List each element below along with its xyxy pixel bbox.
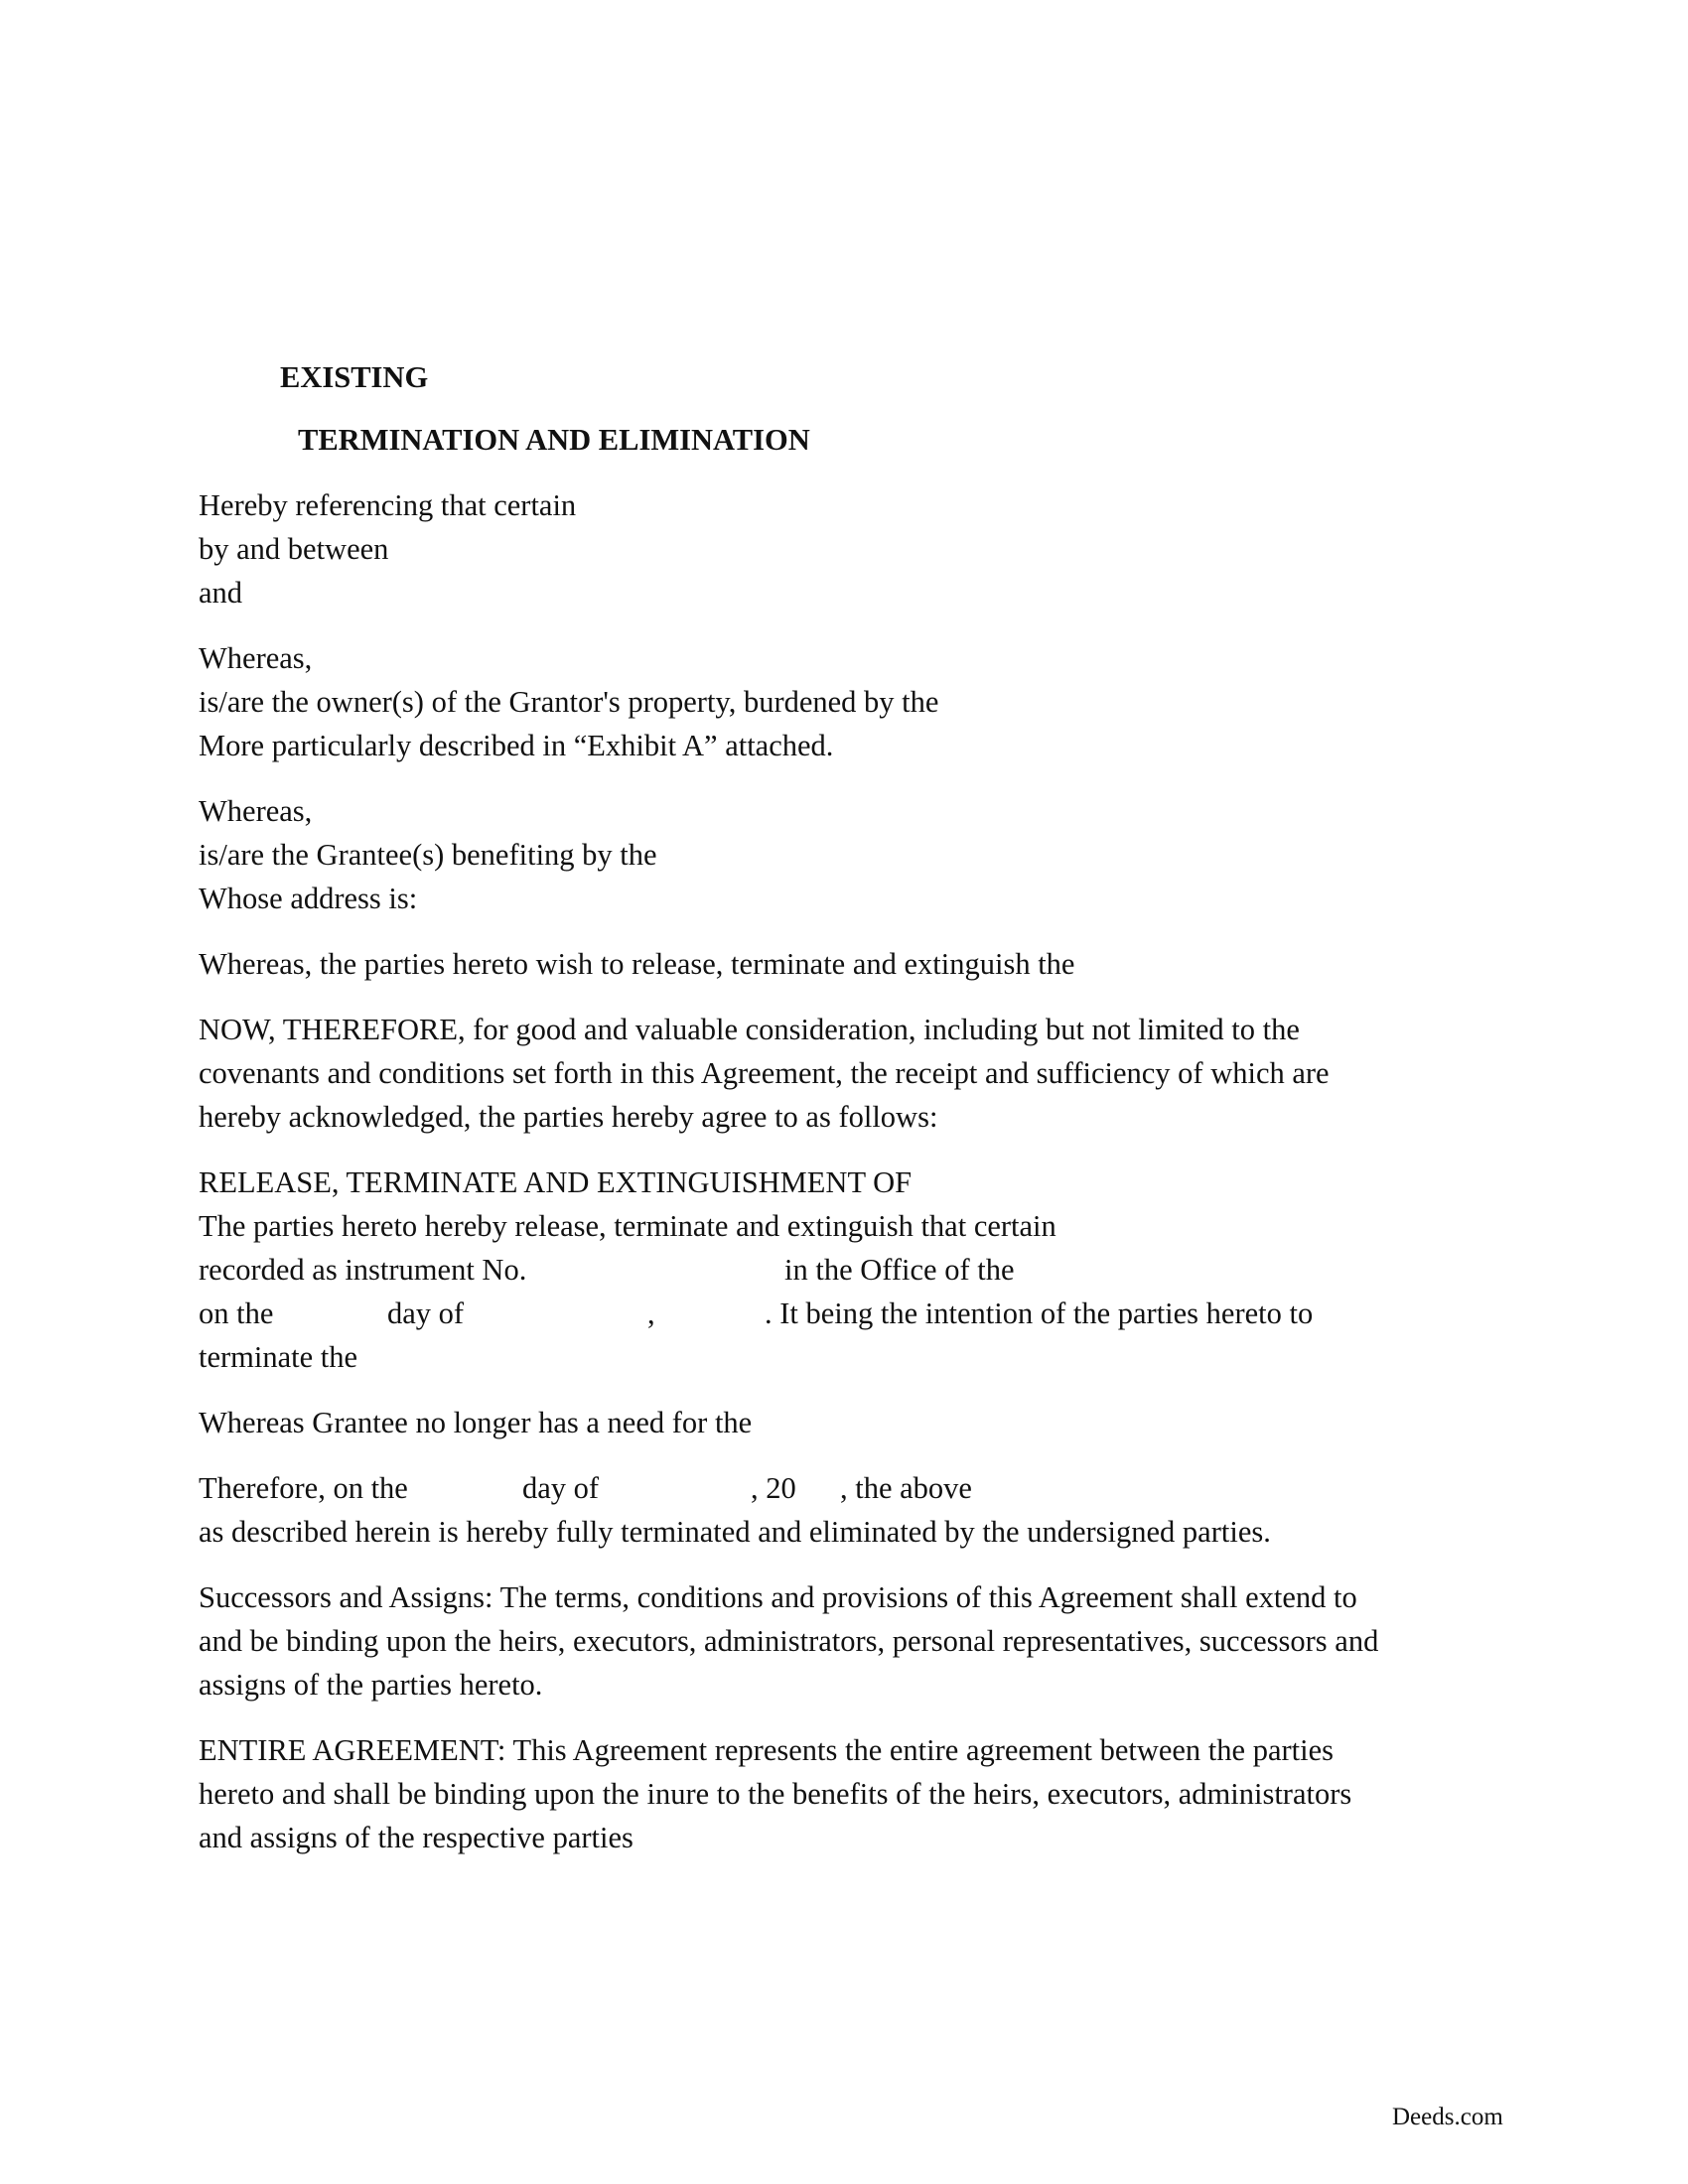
successors-line-1: Successors and Assigns: The terms, conditions and provisions of this Agreement shall extend to <box>199 1580 1357 1614</box>
release-line-2b: in the Office of the <box>784 1253 1015 1287</box>
reference-line-1: Hereby referencing that certain <box>199 488 577 522</box>
therefore-line-1d: , the above <box>840 1471 972 1505</box>
therefore-line-1c: , 20 <box>751 1471 796 1505</box>
entire-line-2: hereto and shall be binding upon the inure to the benefits of the heirs, executors, administrators <box>199 1777 1352 1811</box>
release-heading: RELEASE, TERMINATE AND EXTINGUISHMENT OF <box>199 1165 913 1199</box>
release-line-3b: day of <box>387 1297 465 1330</box>
reference-line-2: by and between <box>199 532 389 566</box>
successors-line-2: and be binding upon the heirs, executors, administrators, personal representatives, successors and <box>199 1624 1379 1658</box>
now-therefore-line-3: hereby acknowledged, the parties hereby agree to as follows: <box>199 1100 938 1134</box>
release-line-4: terminate the <box>199 1340 358 1374</box>
heading-existing: EXISTING <box>280 360 429 394</box>
whereas-owner-line-1: Whereas, <box>199 641 313 675</box>
release-line-3c: , <box>647 1297 655 1330</box>
therefore-line-1b: day of <box>522 1471 600 1505</box>
reference-line-3: and <box>199 576 243 610</box>
whereas-owner-line-2: is/are the owner(s) of the Grantor's property, burdened by the <box>199 685 939 719</box>
footer-brand: Deeds.com <box>1392 2104 1503 2130</box>
entire-line-3: and assigns of the respective parties <box>199 1821 633 1854</box>
therefore-line-2: as described herein is hereby fully terminated and eliminated by the undersigned parties. <box>199 1515 1271 1549</box>
therefore-line-1a: Therefore, on the <box>199 1471 408 1505</box>
whereas-grantee-line-2: is/are the Grantee(s) benefiting by the <box>199 838 657 872</box>
whereas-grantee-line-3: Whose address is: <box>199 882 418 915</box>
release-line-1: The parties hereto hereby release, terminate and extinguish that certain <box>199 1209 1056 1243</box>
whereas-grantee-line-1: Whereas, <box>199 794 313 828</box>
successors-line-3: assigns of the parties hereto. <box>199 1668 543 1702</box>
release-line-3d: . It being the intention of the parties hereto to <box>765 1297 1314 1330</box>
now-therefore-line-1: NOW, THEREFORE, for good and valuable consideration, including but not limited to the <box>199 1013 1300 1046</box>
whereas-release-line-1: Whereas, the parties hereto wish to release, terminate and extinguish the <box>199 947 1075 981</box>
whereas-owner-line-3: More particularly described in “Exhibit A” attached. <box>199 729 834 762</box>
now-therefore-line-2: covenants and conditions set forth in this Agreement, the receipt and sufficiency of which are <box>199 1056 1330 1090</box>
entire-line-1: ENTIRE AGREEMENT: This Agreement represents the entire agreement between the parties <box>199 1733 1334 1767</box>
heading-termination: TERMINATION AND ELIMINATION <box>298 423 810 457</box>
release-line-3a: on the <box>199 1297 274 1330</box>
whereas-need-line-1: Whereas Grantee no longer has a need for the <box>199 1406 753 1439</box>
release-line-2a: recorded as instrument No. <box>199 1253 527 1287</box>
